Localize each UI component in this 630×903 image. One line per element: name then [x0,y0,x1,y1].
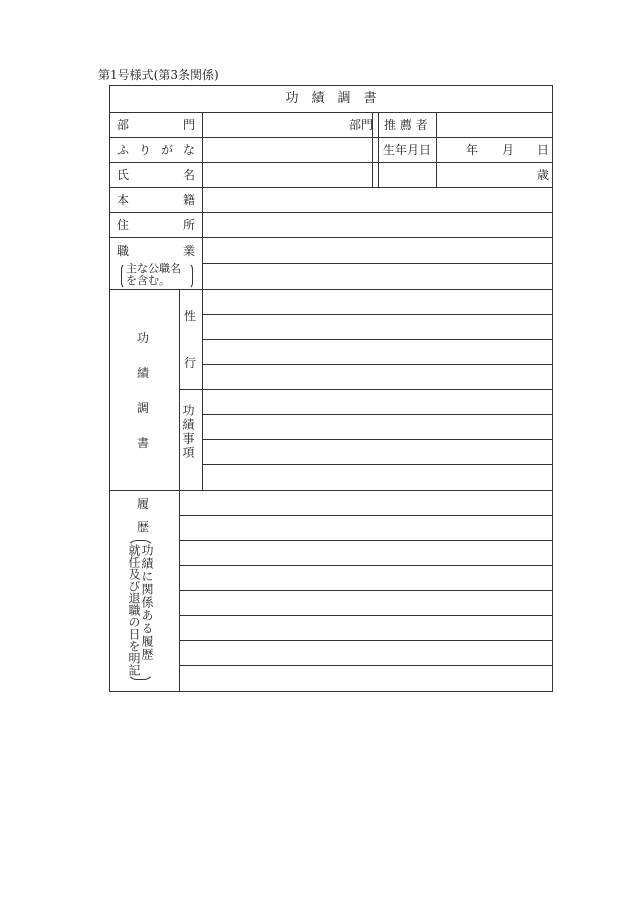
domicile-label: 本 籍 [117,193,195,207]
department-label: 部 門 [117,118,195,132]
achievements-input[interactable] [203,390,552,489]
recommender-input[interactable] [437,113,552,136]
birth-month-unit: 月 [502,143,515,157]
furigana-input[interactable] [203,138,371,161]
name-input[interactable] [203,163,371,186]
name-label: 氏 名 [117,168,195,182]
document-title: 功 績 調 書 [285,91,377,106]
merit-label-char-2: 績 [137,366,150,380]
occupation-note-line2: を含む。 [126,274,170,287]
history-label-char-1: 履 [137,497,150,511]
department-field: 部門 [349,118,374,132]
furigana-label: ふ り が な [117,143,195,157]
recommender-label: 推 薦 者 [384,118,428,132]
occupation-note-line1: 主な公職名 [126,262,181,275]
character-label-char-2: 行 [184,356,197,370]
domicile-input[interactable] [203,188,552,211]
history-label-char-2: 歴 [137,520,150,534]
column-divider [378,112,379,187]
achievements-label: 功績事項 [181,404,195,460]
birthdate-label: 生年月日 [383,143,432,157]
character-label-char-1: 性 [184,309,197,323]
address-label: 住 所 [117,218,195,232]
history-note-col1: 功績に関係ある履歴 [140,544,154,661]
form-number: 第1号様式(第3条関係) [98,68,219,82]
merit-label-char-1: 功 [137,331,150,345]
birth-year-unit: 年 [466,143,479,157]
history-input[interactable] [180,491,552,691]
age-unit: 歳 [537,168,550,182]
column-divider [179,289,180,490]
character-input[interactable] [203,290,552,388]
address-input[interactable] [203,213,552,236]
occupation-input[interactable] [203,238,552,288]
merit-label-char-3: 調 [137,401,150,415]
history-note-col2: 就任及び退職の日を明記 [127,544,141,676]
birth-day-unit: 日 [537,143,550,157]
merit-label-char-4: 書 [137,436,150,450]
occupation-label: 職 業 [117,244,195,258]
